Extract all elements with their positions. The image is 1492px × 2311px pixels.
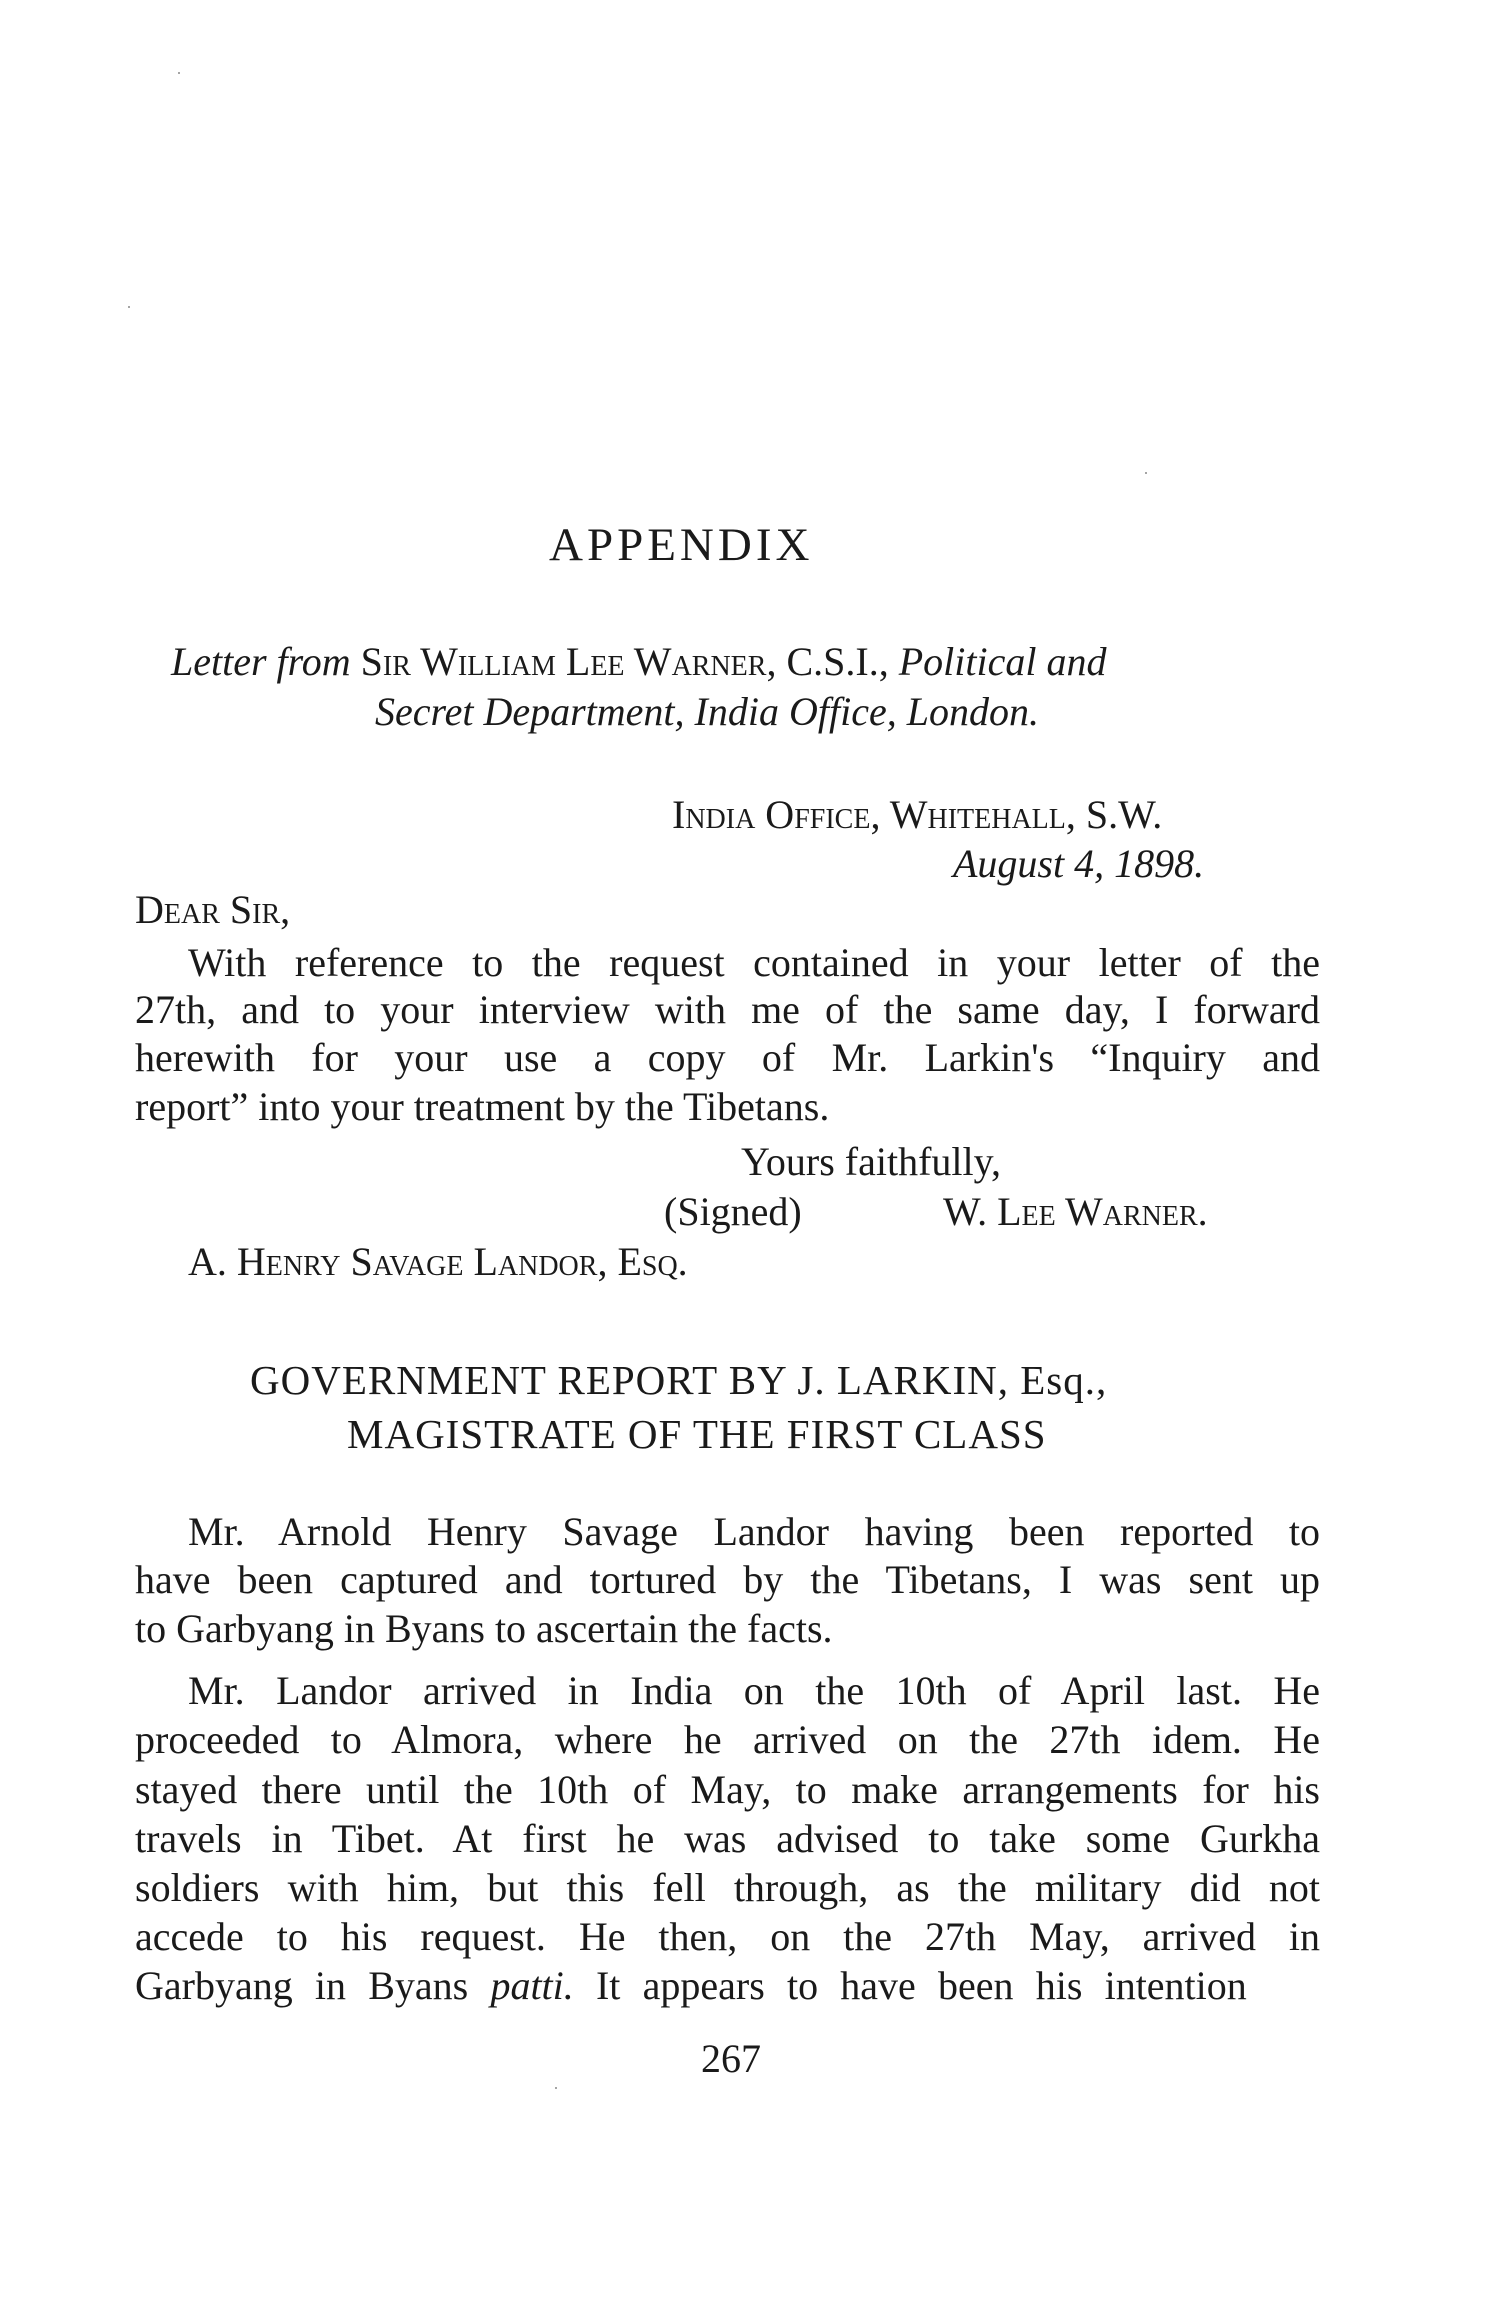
letter-body-line: 27th, and to your interview with me of the same day, I forward <box>135 987 1320 1032</box>
report-paragraph2-line: proceeded to Almora, where he arrived on the 27th idem. He <box>135 1717 1320 1762</box>
report-heading-line2: MAGISTRATE OF THE FIRST CLASS <box>347 1411 1047 1457</box>
speck <box>1145 472 1147 474</box>
page-number: 267 <box>701 2036 761 2081</box>
last-line-start: Garbyang in Byans <box>135 1963 491 2008</box>
report-paragraph2-last-line <box>135 1963 1320 2008</box>
report-paragraph1-line: have been captured and tortured by the Tibetans, I was sent up <box>135 1557 1320 1602</box>
report-paragraph2-line: Mr. Landor arrived in India on the 10th of April last. He <box>188 1668 1320 1713</box>
letter-recipient: A. Henry Savage Landor, Esq. <box>188 1239 688 1284</box>
letter-signed-label: (Signed) <box>664 1189 802 1234</box>
report-heading-line1: GOVERNMENT REPORT BY J. LARKIN, Esq., <box>250 1357 1108 1403</box>
letter-salutation: Dear Sir, <box>135 887 291 932</box>
letter-body-line: With reference to the request contained in your letter of the <box>188 940 1320 985</box>
last-line-end: It appears to have been his intention <box>573 1963 1247 2008</box>
report-paragraph2-line: stayed there until the 10th of May, to make arrangements for his <box>135 1767 1320 1812</box>
letter-closing: Yours faithfully, <box>741 1139 1002 1184</box>
report-paragraph2-line: travels in Tibet. At first he was advised to take some Gurkha <box>135 1816 1320 1861</box>
letter-signature: W. Lee Warner. <box>943 1189 1208 1234</box>
subtitle-dept-line1: Political and <box>898 639 1107 684</box>
letter-date: August 4, 1898. <box>953 841 1205 886</box>
speck <box>128 306 130 308</box>
appendix-subtitle-line2: Secret Department, India Office, London. <box>375 689 1039 734</box>
speck <box>555 2087 557 2089</box>
last-line-italic: patti. <box>490 1963 574 2008</box>
subtitle-rank: , C.S.I., <box>766 639 899 684</box>
appendix-subtitle-line1 <box>171 639 1107 684</box>
report-paragraph1-line: Mr. Arnold Henry Savage Landor having been reported to <box>188 1509 1320 1554</box>
report-paragraph2-line: accede to his request. He then, on the 27th May, arrived in <box>135 1914 1320 1959</box>
report-paragraph2-line: soldiers with him, but this fell through, as the military did not <box>135 1865 1320 1910</box>
appendix-title: APPENDIX <box>549 519 814 571</box>
speck <box>178 72 180 74</box>
report-paragraph1-line: to Garbyang in Byans to ascertain the facts. <box>135 1606 833 1651</box>
letter-body-line: herewith for your use a copy of Mr. Larkin's “Inquiry and <box>135 1035 1320 1080</box>
subtitle-prefix: Letter from <box>171 639 351 684</box>
subtitle-name: Sir William Lee Warner <box>360 639 767 684</box>
letter-address: India Office, Whitehall, S.W. <box>672 792 1163 837</box>
letter-body-line: report” into your treatment by the Tibetans. <box>135 1084 830 1129</box>
